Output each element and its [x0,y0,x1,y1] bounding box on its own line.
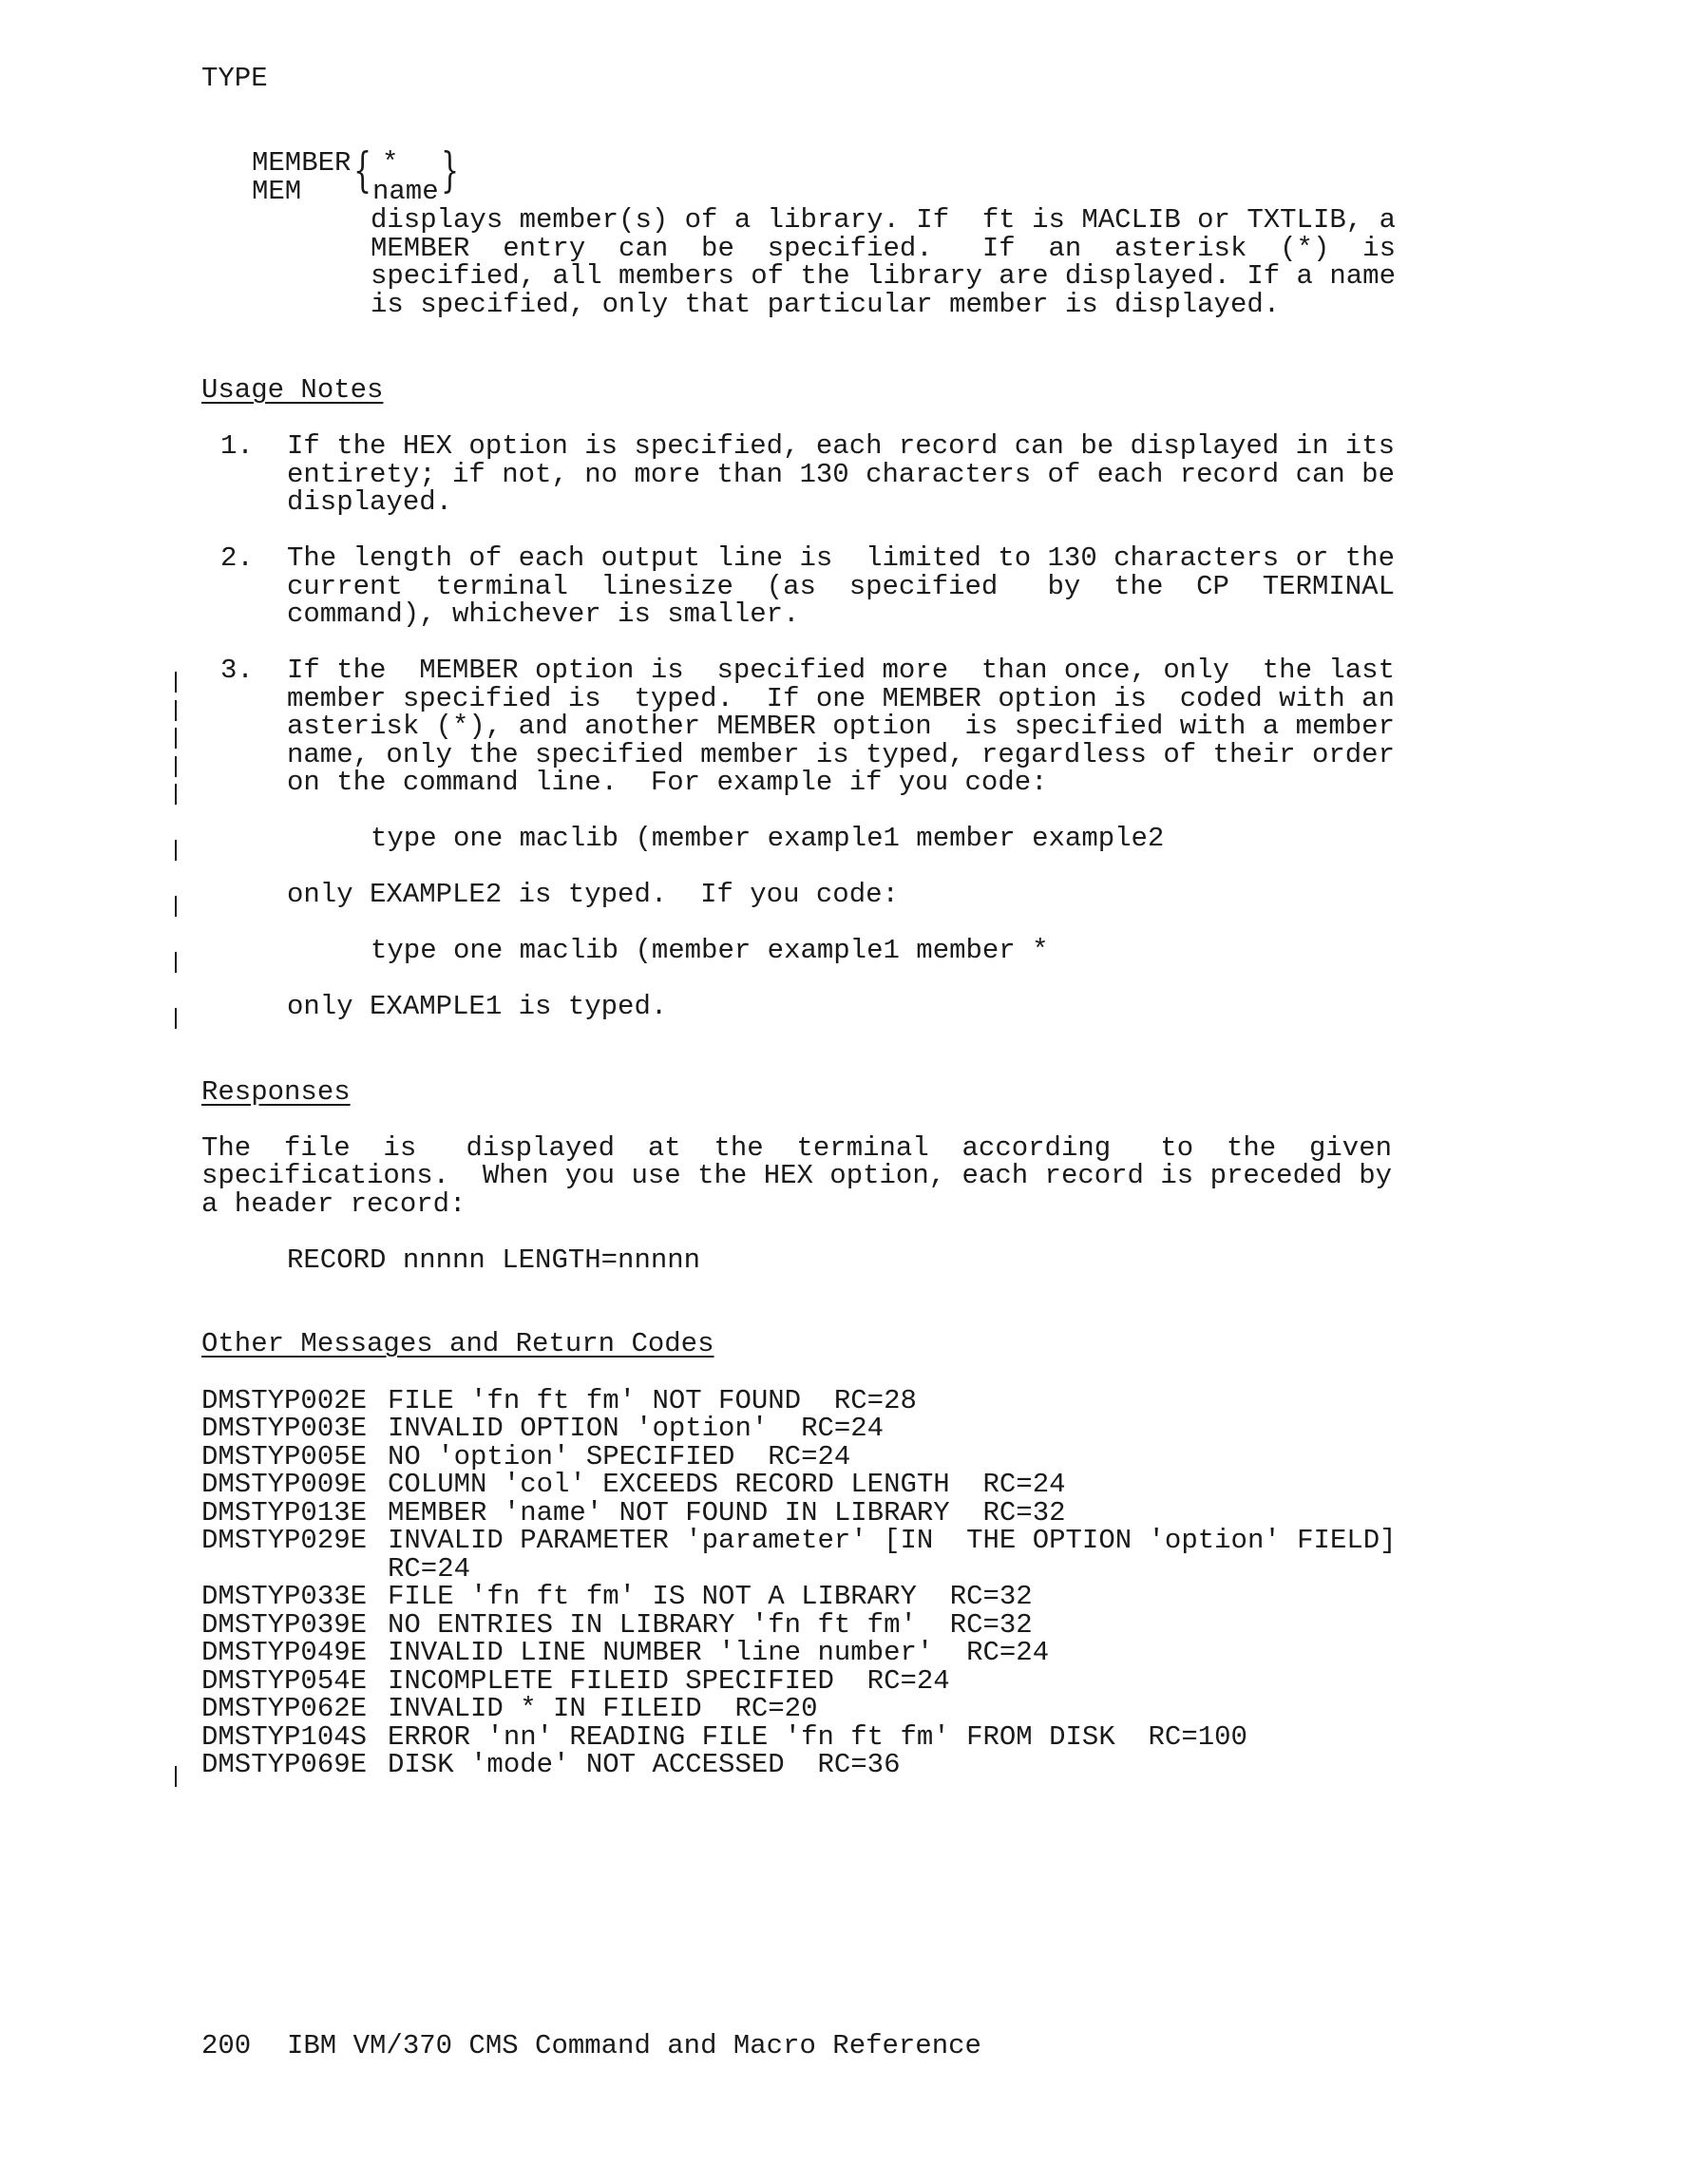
option-description-line: displays member(s) of a library. If ft is MACLIB or TXTLIB, a [371,204,1396,236]
message-id: DMSTYP005E [201,1441,368,1472]
message-text: FILE 'fn ft fm' NOT FOUND RC=28 [388,1385,917,1416]
message-id: DMSTYP104S [201,1721,368,1753]
note-line: If the HEX option is specified, each record can be displayed in its [287,430,1395,462]
note-line: asterisk (*), and another MEMBER option is specified with a member [287,711,1395,742]
note-line: on the command line. For example if you code: [287,767,1048,798]
message-id: DMSTYP049E [201,1637,368,1668]
note-number: 2. [220,542,254,574]
revision-bar [175,896,177,917]
message-id: DMSTYP009E [201,1469,368,1500]
revision-bar [175,840,177,861]
message-id: DMSTYP002E [201,1385,368,1416]
note-number: 3. [220,655,254,686]
responses-line: specifications. When you use the HEX option, each record is preceded by [201,1160,1393,1191]
revision-bar [175,700,177,721]
message-text: INVALID LINE NUMBER 'line number' RC=24 [388,1637,1050,1668]
option-keyword: MEMBER [252,147,352,179]
message-id: DMSTYP069E [201,1749,368,1780]
message-id: DMSTYP054E [201,1665,368,1697]
note-line: command), whichever is smaller. [287,598,800,630]
running-title: TYPE [201,63,268,94]
message-text: NO 'option' SPECIFIED RC=24 [388,1441,851,1472]
code-example: type one maclib (member example1 member * [371,935,1049,966]
note-line: entirety; if not, no more than 130 characters of each record can be [287,459,1395,490]
record-format: RECORD nnnnn LENGTH=nnnnn [287,1244,701,1276]
choice-name: name [372,176,439,207]
revision-bar [175,1766,177,1787]
option-abbrev: MEM [252,176,302,207]
message-id: DMSTYP013E [201,1497,368,1529]
right-brace: } [441,142,460,198]
message-text: INVALID PARAMETER 'parameter' [IN THE OPTION 'option' FIELD] [388,1525,1397,1556]
message-text: FILE 'fn ft fm' IS NOT A LIBRARY RC=32 [388,1581,1033,1612]
revision-bar [175,952,177,973]
code-example: type one maclib (member example1 member example2 [371,823,1165,854]
message-text: MEMBER 'name' NOT FOUND IN LIBRARY RC=32 [388,1497,1066,1529]
revision-bar [175,672,177,693]
message-id: DMSTYP003E [201,1413,368,1444]
revision-bar [175,756,177,777]
message-text: INVALID * IN FILEID RC=20 [388,1693,818,1724]
page-number: 200 [201,2030,252,2061]
revision-bar [175,784,177,805]
choice-star: * [382,147,399,179]
note-number: 1. [220,430,254,462]
left-brace: { [353,142,372,198]
revision-bar [175,1008,177,1029]
option-description-line: specified, all members of the library are displayed. If a name [371,260,1396,292]
message-text: INVALID OPTION 'option' RC=24 [388,1413,885,1444]
book-title: IBM VM/370 CMS Command and Macro Reference [287,2030,981,2061]
message-text: NO ENTRIES IN LIBRARY 'fn ft fm' RC=32 [388,1609,1033,1641]
usage-notes-heading: Usage Notes [201,374,384,406]
responses-heading: Responses [201,1076,351,1108]
revision-bar [175,728,177,749]
note-line: member specified is typed. If one MEMBER option is coded with an [287,683,1395,714]
message-id: DMSTYP029E [201,1525,368,1556]
note-line: displayed. [287,486,453,518]
note-line: name, only the specified member is typed, regardless of their order [287,739,1395,770]
message-text: ERROR 'nn' READING FILE 'fn ft fm' FROM DISK RC=100 [388,1721,1247,1753]
option-description-line: is specified, only that particular member is displayed. [371,289,1281,320]
message-id: DMSTYP033E [201,1581,368,1612]
note-line: current terminal linesize (as specified by the CP TERMINAL [287,571,1395,602]
message-text: DISK 'mode' NOT ACCESSED RC=36 [388,1749,901,1780]
messages-heading: Other Messages and Return Codes [201,1328,714,1359]
responses-line: The file is displayed at the terminal according to the given [201,1132,1393,1164]
note-line: If the MEMBER option is specified more than once, only the last [287,655,1395,686]
responses-line: a header record: [201,1188,466,1220]
message-text: COLUMN 'col' EXCEEDS RECORD LENGTH RC=24 [388,1469,1066,1500]
message-text: RC=24 [388,1553,471,1585]
message-id: DMSTYP039E [201,1609,368,1641]
message-text: INCOMPLETE FILEID SPECIFIED RC=24 [388,1665,950,1697]
note-line: only EXAMPLE1 is typed. [287,991,668,1022]
option-description-line: MEMBER entry can be specified. If an asterisk (*) is [371,233,1396,264]
note-line: only EXAMPLE2 is typed. If you code: [287,879,899,910]
note-line: The length of each output line is limited to 130 characters or the [287,542,1395,574]
message-id: DMSTYP062E [201,1693,368,1724]
